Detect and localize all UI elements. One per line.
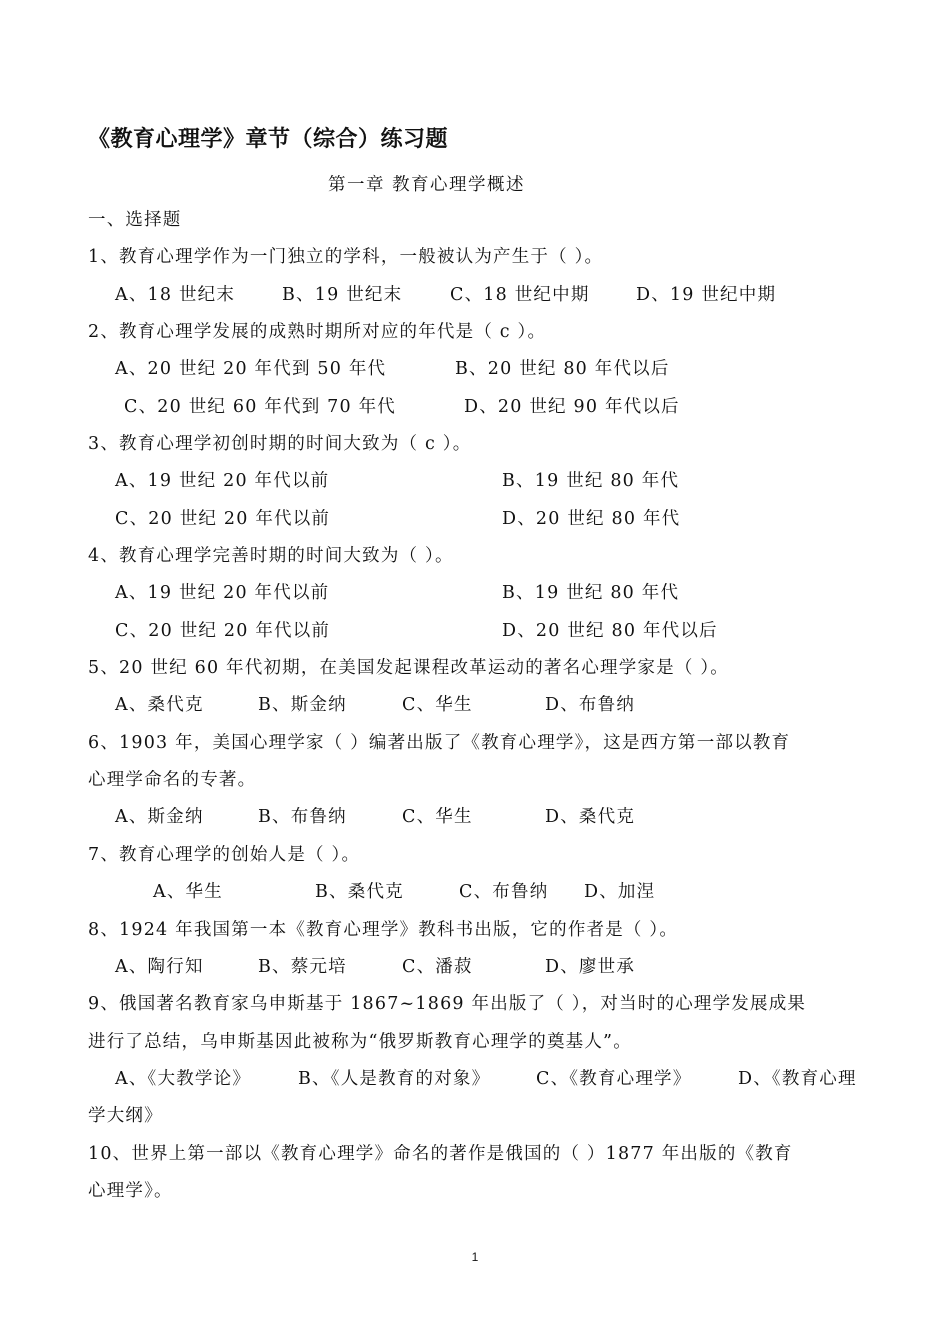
question-1-option-d: D、19 世纪中期 (636, 285, 777, 305)
question-9-option-d-continued: 学大纲》 (88, 1106, 163, 1126)
question-7-option-d: D、加涅 (584, 882, 656, 902)
question-9-option-c: C、《教育心理学》 (536, 1069, 692, 1089)
question-6-option-b: B、布鲁纳 (258, 807, 347, 827)
question-5-option-b: B、斯金纳 (258, 695, 347, 715)
chapter-heading: 第一章 教育心理学概述 (328, 175, 526, 195)
question-5-option-c: C、华生 (402, 695, 473, 715)
question-3-option-a: A、19 世纪 20 年代以前 (115, 471, 330, 491)
question-7-option-a: A、华生 (153, 882, 223, 902)
question-1-option-c: C、18 世纪中期 (450, 285, 590, 305)
question-1-option-a: A、18 世纪末 (115, 285, 236, 305)
question-6-option-a: A、斯金纳 (115, 807, 204, 827)
question-2-option-a: A、20 世纪 20 年代到 50 年代 (115, 359, 387, 379)
question-10-stem-line-2: 心理学》。 (88, 1181, 173, 1201)
question-6-option-c: C、华生 (402, 807, 473, 827)
question-8-option-d: D、廖世承 (545, 957, 636, 977)
question-5-option-d: D、布鲁纳 (545, 695, 636, 715)
question-5-option-a: A、桑代克 (115, 695, 204, 715)
question-10-stem-line-1: 10、世界上第一部以《教育心理学》命名的著作是俄国的（ ）1877 年出版的《教育 (88, 1144, 793, 1164)
question-2-option-c: C、20 世纪 60 年代到 70 年代 (124, 397, 397, 417)
question-9-option-d: D、《教育心理 (738, 1069, 857, 1089)
question-6-stem-line-1: 6、1903 年，美国心理学家（ ）编著出版了《教育心理学》，这是西方第一部以教育 (88, 733, 791, 753)
question-8-option-a: A、陶行知 (115, 957, 204, 977)
question-6-stem-line-2: 心理学命名的专著。 (88, 770, 257, 790)
question-5-stem: 5、20 世纪 60 年代初期，在美国发起课程改革运动的著名心理学家是（ ）。 (88, 658, 729, 678)
question-3-option-b: B、19 世纪 80 年代 (502, 471, 680, 491)
question-4-option-c: C、20 世纪 20 年代以前 (115, 621, 331, 641)
question-9-stem-line-1: 9、俄国著名教育家乌申斯基于 1867~1869 年出版了（ ），对当时的心理学发展成果 (88, 994, 807, 1014)
question-9-option-b: B、《人是教育的对象》 (298, 1069, 491, 1089)
question-7-stem: 7、教育心理学的创始人是（ ）。 (88, 845, 361, 865)
question-4-option-d: D、20 世纪 80 年代以后 (502, 621, 718, 641)
question-8-option-b: B、蔡元培 (258, 957, 347, 977)
question-4-stem: 4、教育心理学完善时期的时间大致为（ ）。 (88, 546, 454, 566)
question-6-option-d: D、桑代克 (545, 807, 636, 827)
question-3-option-d: D、20 世纪 80 年代 (502, 509, 681, 529)
question-2-option-b: B、20 世纪 80 年代以后 (455, 359, 670, 379)
question-4-option-a: A、19 世纪 20 年代以前 (115, 583, 330, 603)
question-4-option-b: B、19 世纪 80 年代 (502, 583, 680, 603)
question-3-option-c: C、20 世纪 20 年代以前 (115, 509, 331, 529)
question-8-stem: 8、1924 年我国第一本《教育心理学》教科书出版，它的作者是（ ）。 (88, 920, 679, 940)
page-number: 1 (471, 1250, 479, 1264)
section-heading: 一、选择题 (88, 210, 182, 230)
question-1-option-b: B、19 世纪末 (282, 285, 403, 305)
question-8-option-c: C、潘菽 (402, 957, 473, 977)
question-2-stem: 2、教育心理学发展的成熟时期所对应的年代是（ c ）。 (88, 322, 547, 342)
question-7-option-c: C、布鲁纳 (459, 882, 549, 902)
question-2-option-d: D、20 世纪 90 年代以后 (464, 397, 680, 417)
document-title: 《教育心理学》章节（综合）练习题 (88, 127, 449, 152)
question-7-option-b: B、桑代克 (315, 882, 404, 902)
question-1-stem: 1、教育心理学作为一门独立的学科，一般被认为产生于（ ）。 (88, 247, 604, 267)
question-9-stem-line-2: 进行了总结，乌申斯基因此被称为“俄罗斯教育心理学的奠基人”。 (88, 1032, 632, 1052)
question-3-stem: 3、教育心理学初创时期的时间大致为（ c ）。 (88, 434, 472, 454)
question-9-option-a: A、《大教学论》 (115, 1069, 251, 1089)
